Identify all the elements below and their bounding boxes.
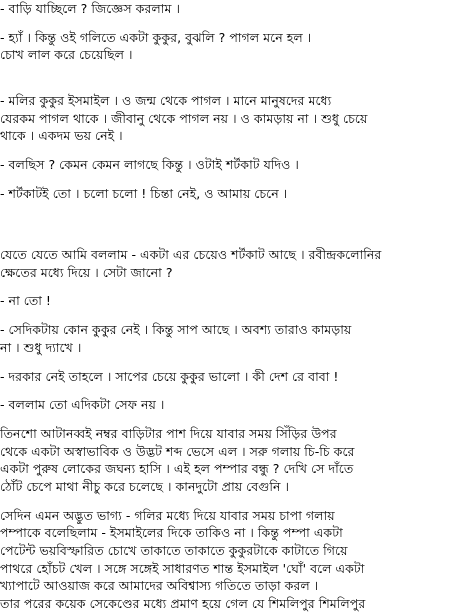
text-line: - বললাম তো এদিকটা সেফ নয় । [0,397,165,412]
text-line: থেকে একটা অস্বাভাবিক ও উদ্ভট শব্দ ভেসে এল । সরু গলায় চি-চি করে [0,444,355,459]
text-line: একটা পুরুষ লোকের জঘন্য হাসি । এই হল পম্পার বন্ধু ? দেখি সে দাঁতে [0,461,354,476]
text-line: চোখ লাল করে চেয়েছিল । [0,47,133,62]
text-line: তিনশো আটানব্বই নম্বর বাড়িটার পাশ দিয়ে যাবার সময় সিঁড়ির উপর [0,426,337,441]
text-line: পম্পাকে বলেছিলাম - ইসমাইলের দিকে তাকিও না । কিন্তু পম্পা একটা [0,525,343,540]
text-line: - দরকার নেই তাহলে । সাপের চেয়ে কুকুর ভালো । কী দেশ রে বাবা ! [0,369,339,384]
text-line: - না তো ! [0,293,51,308]
text-line: খ্যাপাটে আওয়াজ করে আমাদের অবিশ্বাস্য গতিতে তাড়া করল । [0,578,319,593]
text-line: পেটেন্ট ভয়বিস্ফারিত চোখে তাকাতে তাকাতে কুকুরটাকে কাটাতে গিয়ে [0,543,348,558]
text-line: - বাড়ি যাচ্ছিলে ? জিজ্ঞেস করলাম । [0,1,180,16]
text-line: তার পরের কয়েক সেকেণ্ডের মধ্যে প্রমাণ হয়ে গেল যে শিমলিপুর শিমলিপুর [0,596,366,611]
text-line: - হ্যাঁ । কিন্তু ওই গলিতে একটা কুকুর, বুঝলি ? পাগল মনে হল । [0,30,312,45]
text-line: ঠোঁট চেপে মাথা নীচু করে চলেছে । কানদুটো প্রায় বেগুনি । [0,479,290,494]
text-line: - মলির কুকুর ইসমাইল । ও জন্ম থেকে পাগল । মানে মানুষদের মধ্যে [0,93,332,108]
text-line: না । শুধু দ্যাখে । [0,340,82,355]
text-line: - শর্টকাটই তো । চলো চলো ! চিন্তা নেই, ও আমায় চেনে । [0,186,288,201]
text-line: যেরকম পাগল থাকে । জীবানু থেকে পাগল নয় । ও কামড়ায় না । শুধু চেয়ে [0,111,368,126]
text-line: - বলছিস ? কেমন কেমন লাগছে কিন্তু । ওটাই শর্টকাট যদিও । [0,157,299,172]
text-line: থাকে । একদম ভয় নেই । [0,128,123,143]
text-line: - সেদিকটায় কোন কুকুর নেই । কিন্তু সাপ আছে । অবশ্য তারাও কামড়ায় [0,322,352,337]
text-line: যেতে যেতে আমি বললাম - একটা এর চেয়েও শর্টকাট আছে । রবীন্দ্রকলোনির [0,247,382,262]
text-line: ক্ষেতের মধ্যে দিয়ে । সেটা জানো ? [0,265,173,280]
text-line: পাথরে হোঁচট খেল । সঙ্গে সঙ্গেই সাধারণত শান্ত ইসমাইল 'ঘোঁ' বলে একটা [0,561,365,576]
text-line: সেদিন এমন অদ্ভুত ভাগ্য - গলির মধ্যে দিয়ে যাবার সময় চাপা গলায় [0,508,335,523]
